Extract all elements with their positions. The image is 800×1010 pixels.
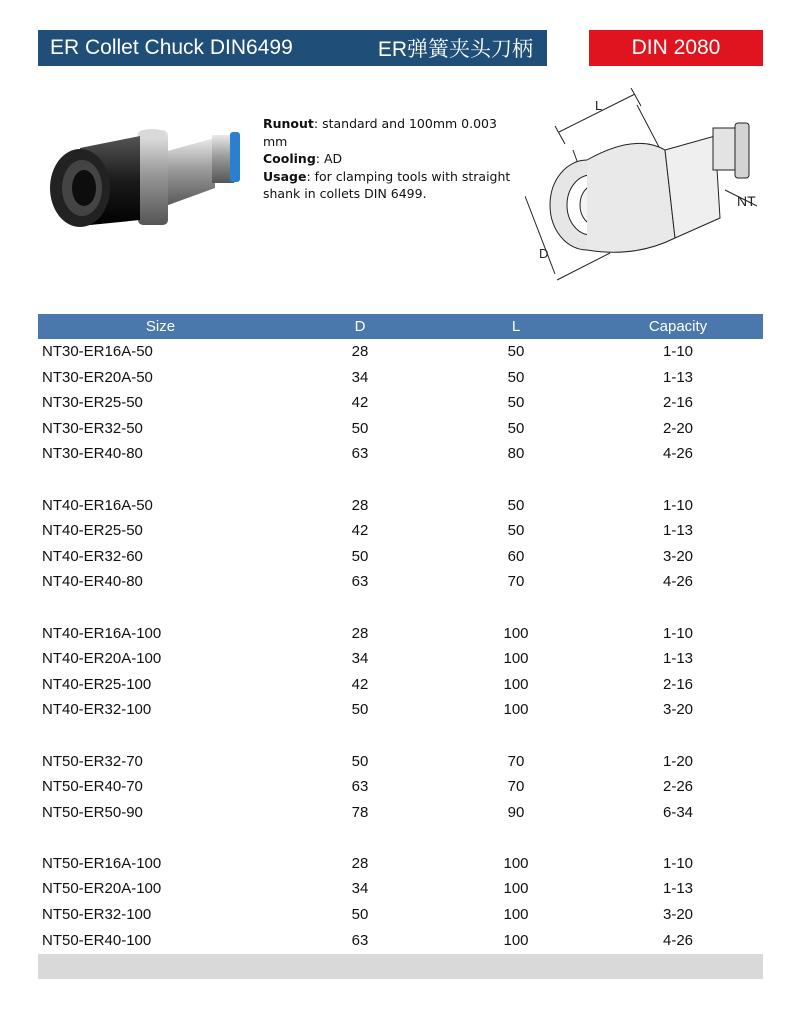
- l-cell: 100: [503, 650, 529, 668]
- table-row: [38, 749, 763, 775]
- spec-table-body: [38, 339, 763, 953]
- runout-value: : standard and 100mm 0.003 mm: [263, 116, 497, 149]
- table-row: [38, 544, 763, 570]
- table-header: [38, 314, 763, 339]
- d-cell: 78: [351, 803, 369, 821]
- group-spacer: [38, 595, 763, 621]
- d-cell: 50: [351, 906, 369, 924]
- d-cell: 63: [351, 778, 369, 796]
- cooling-value: : AD: [315, 151, 343, 166]
- table-row: [38, 697, 763, 723]
- table-row: [38, 672, 763, 698]
- standard-badge: [589, 30, 763, 66]
- cooling-label: Cooling: [263, 151, 316, 166]
- d-cell: 50: [351, 419, 369, 437]
- l-cell: 50: [507, 394, 525, 412]
- table-row: [38, 441, 763, 467]
- header-bar: [38, 30, 547, 66]
- d-cell: 50: [351, 547, 369, 565]
- table-row: [38, 493, 763, 519]
- capacity-cell: 4-26: [662, 931, 694, 949]
- size-cell: NT30-ER16A-50: [42, 343, 153, 360]
- table-row: [38, 876, 763, 902]
- d-cell: 63: [351, 931, 369, 949]
- size-cell: NT50-ER40-70: [42, 778, 143, 796]
- d-cell: 34: [351, 368, 369, 386]
- size-cell: NT30-ER25-50: [42, 394, 143, 412]
- d-cell: 42: [351, 675, 369, 693]
- table-row: [38, 365, 763, 391]
- table-row: [38, 928, 763, 954]
- l-cell: 60: [507, 547, 525, 565]
- size-cell: NT40-ER20A-100: [42, 650, 162, 668]
- capacity-cell: 1-10: [662, 854, 694, 872]
- size-cell: NT50-ER32-100: [42, 906, 152, 924]
- size-cell: NT40-ER25-100: [42, 675, 152, 693]
- nt-label: NT: [737, 193, 756, 209]
- dimension-d-label: D: [539, 246, 549, 261]
- capacity-cell: 6-34: [662, 803, 694, 821]
- footer-bar: [38, 954, 763, 979]
- group-spacer: [38, 723, 763, 749]
- table-row: [38, 646, 763, 672]
- table-row: [38, 774, 763, 800]
- size-cell: NT40-ER25-50: [42, 522, 143, 540]
- dimension-l-label: L: [595, 98, 603, 113]
- size-cell: NT30-ER32-50: [42, 419, 143, 437]
- table-row: [38, 621, 763, 647]
- l-cell: 100: [503, 854, 529, 872]
- d-cell: 28: [351, 854, 369, 872]
- l-cell: 50: [507, 496, 525, 514]
- size-cell: NT40-ER16A-100: [42, 624, 162, 642]
- table-row: [38, 416, 763, 442]
- l-cell: 70: [507, 778, 525, 796]
- d-cell: 42: [351, 522, 369, 540]
- capacity-cell: 1-13: [662, 368, 694, 386]
- size-cell: NT50-ER16A-100: [42, 854, 162, 872]
- capacity-cell: 3-20: [662, 906, 694, 924]
- d-cell: 63: [351, 445, 369, 463]
- d-cell: 50: [351, 701, 369, 719]
- d-cell: 28: [351, 496, 369, 514]
- l-cell: 90: [507, 803, 525, 821]
- group-spacer: [38, 467, 763, 493]
- capacity-cell: 2-20: [662, 419, 694, 437]
- column-header-size: Size: [145, 318, 176, 335]
- capacity-cell: 1-13: [662, 522, 694, 540]
- collet-chuck-photo: [40, 108, 255, 236]
- d-cell: 42: [351, 394, 369, 412]
- size-cell: NT50-ER32-70: [42, 752, 143, 770]
- product-description: [263, 115, 523, 203]
- table-row: [38, 390, 763, 416]
- standard-label: DIN 2080: [631, 36, 721, 59]
- l-cell: 70: [507, 752, 525, 770]
- table-row: [38, 569, 763, 595]
- column-header-l: L: [511, 318, 521, 335]
- size-cell: NT40-ER32-100: [42, 701, 152, 719]
- size-cell: NT30-ER40-80: [42, 445, 143, 463]
- capacity-cell: 1-13: [662, 650, 694, 668]
- runout-label: Runout: [263, 116, 314, 131]
- table-row: [38, 851, 763, 877]
- table-row: [38, 800, 763, 826]
- column-header-d: D: [354, 318, 366, 335]
- table-row: [38, 902, 763, 928]
- capacity-cell: 1-13: [662, 880, 694, 898]
- d-cell: 34: [351, 650, 369, 668]
- l-cell: 80: [507, 445, 525, 463]
- l-cell: 100: [503, 624, 529, 642]
- size-cell: NT40-ER40-80: [42, 573, 143, 591]
- d-cell: 50: [351, 752, 369, 770]
- d-cell: 34: [351, 880, 369, 898]
- capacity-cell: 1-20: [662, 752, 694, 770]
- usage-label: Usage: [263, 168, 307, 184]
- l-cell: 100: [503, 906, 529, 924]
- capacity-cell: 1-10: [662, 343, 694, 360]
- size-cell: NT50-ER20A-100: [42, 880, 162, 898]
- size-cell: NT50-ER50-90: [42, 803, 143, 821]
- l-cell: 100: [503, 701, 529, 719]
- l-cell: 100: [503, 931, 529, 949]
- l-cell: 70: [507, 573, 525, 591]
- usage-value: : for clamping tools with straight shank in collets DIN 6499.: [263, 168, 511, 201]
- capacity-cell: 3-20: [662, 701, 694, 719]
- capacity-cell: 4-26: [662, 445, 694, 463]
- capacity-cell: 1-10: [662, 624, 694, 642]
- d-cell: 28: [351, 624, 369, 642]
- l-cell: 100: [503, 880, 529, 898]
- table-row: [38, 518, 763, 544]
- size-cell: NT40-ER16A-50: [42, 496, 153, 514]
- l-cell: 50: [507, 368, 525, 386]
- capacity-cell: 2-16: [662, 675, 694, 693]
- size-cell: NT40-ER32-60: [42, 547, 143, 565]
- table-row: [38, 339, 763, 365]
- column-header-capacity: Capacity: [648, 318, 708, 335]
- l-cell: 50: [507, 522, 525, 540]
- page-title-chinese: ER弹簧夹头刀柄: [377, 38, 533, 61]
- size-cell: NT30-ER20A-50: [42, 368, 153, 386]
- group-spacer: [38, 825, 763, 851]
- capacity-cell: 2-16: [662, 394, 694, 412]
- capacity-cell: 2-26: [662, 778, 694, 796]
- capacity-cell: 4-26: [662, 573, 694, 591]
- capacity-cell: 1-10: [662, 496, 694, 514]
- l-cell: 50: [507, 343, 525, 360]
- l-cell: 50: [507, 419, 525, 437]
- d-cell: 28: [351, 343, 369, 360]
- l-cell: 100: [503, 675, 529, 693]
- capacity-cell: 3-20: [662, 547, 694, 565]
- d-cell: 63: [351, 573, 369, 591]
- technical-drawing: [525, 88, 770, 288]
- size-cell: NT50-ER40-100: [42, 931, 152, 949]
- page-title: ER Collet Chuck DIN6499: [50, 36, 293, 59]
